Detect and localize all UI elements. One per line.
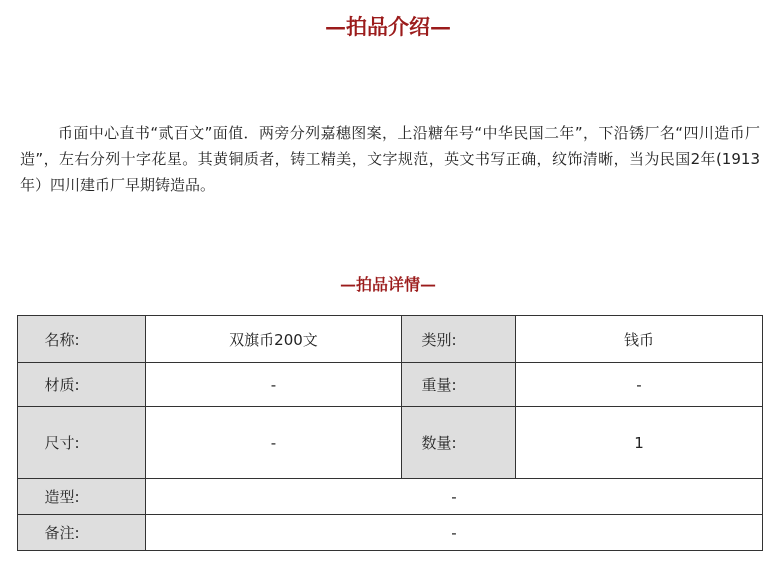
table-row [18, 515, 763, 551]
quantity-label: 数量: [421, 434, 457, 452]
category-value: 钱币 [516, 316, 763, 363]
size-label-cell [18, 407, 146, 479]
weight-label: 重量: [421, 376, 457, 394]
table-row [18, 316, 763, 363]
details-section-title: —拍品详情— [339, 275, 436, 294]
weight-value: - [516, 363, 763, 407]
table-row [18, 479, 763, 515]
category-label: 类别: [421, 330, 457, 349]
remarks-label-cell [18, 515, 146, 551]
name-label-cell [18, 316, 146, 363]
size-value: - [146, 407, 402, 479]
material-value: - [146, 363, 402, 407]
table-row [18, 363, 763, 407]
size-label: 尺寸: [44, 434, 80, 452]
shape-label: 造型: [44, 488, 80, 506]
name-value: 双旗币200文 [146, 316, 402, 363]
details-table [17, 315, 763, 551]
quantity-label-cell [402, 407, 516, 479]
intro-description: 币面中心直书“贰百文”面值．两旁分列嘉穗图案，上沿糖年号“中华民国二年”，下沿锈厂名“四川造币厂造”，左右分列十字花星。其黄铜质者，铸工精美，文字规范，英文书写正确，纹饰清晰，当为民国2年(1913年）四川建币厂早期铸造品。 [20, 124, 760, 194]
intro-section-title: —拍品介绍— [325, 14, 451, 39]
shape-label-cell [18, 479, 146, 515]
remarks-value: - [146, 515, 763, 551]
remarks-label: 备注: [44, 524, 80, 542]
table-row [18, 407, 763, 479]
name-label: 名称: [44, 330, 80, 349]
category-label-cell [402, 316, 516, 363]
quantity-value: 1 [516, 407, 763, 479]
material-label-cell [18, 363, 146, 407]
weight-label-cell [402, 363, 516, 407]
material-label: 材质: [44, 376, 80, 394]
shape-value: - [146, 479, 763, 515]
